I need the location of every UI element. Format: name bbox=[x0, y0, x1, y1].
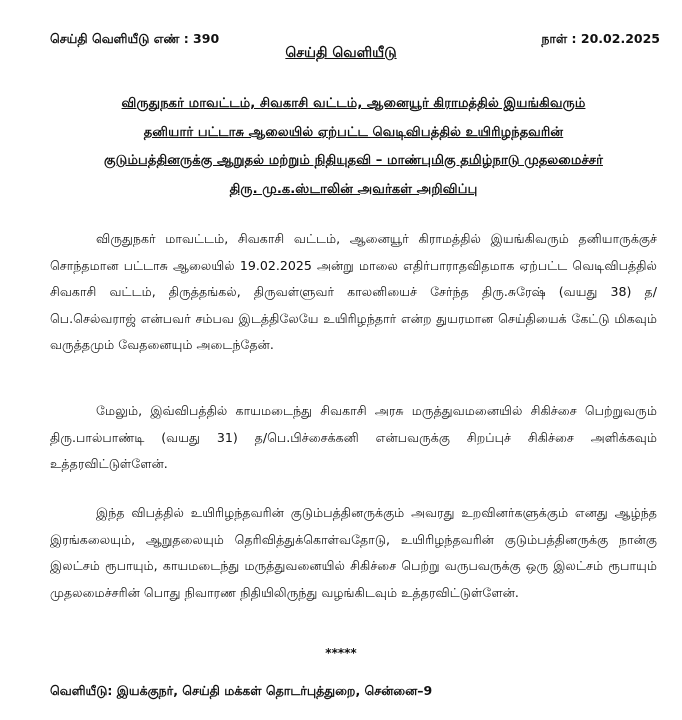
heading-line: தனியார் பட்டாசு ஆலையில் ஏற்பட்ட வெடிவிபத்தில் உயிரிழந்தவரின் bbox=[143, 124, 564, 140]
document-title: செய்தி வெளியீடு bbox=[285, 45, 397, 61]
publisher-footer: வெளியீடு: இயக்குநர், செய்தி மக்கள் தொடர்புத்துறை, சென்னை–9 bbox=[50, 683, 433, 698]
body-paragraph-1: விருதுநகர் மாவட்டம், சிவகாசி வட்டம், ஆனையூர் கிராமத்தில் இயங்கிவரும் தனியாருக்குச் சொந்தமான பட்டாசு ஆலையில் 19.02.2025 அன்று மாலை எதிர்பாராதவிதமாக ஏற்பட்ட வெடிவிபத்தில் சிவகாசி வட்டம், திருத்தங்கல், திருவள்ளுவர் காலனியைச் சேர்ந்த திரு.சுரேஷ் (வயது 38) த/பெ.செல்வராஜ் என்பவர் சம்பவ இடத்திலேயே உயிரிழந்தார் என்ற துயரமான செய்தியைக் கேட்டு மிகவும் வருத்தமும் வேதனையும் அடைந்தேன். bbox=[50, 231, 657, 352]
release-date: நாள் : 20.02.2025 bbox=[541, 31, 660, 46]
body-paragraph-3: இந்த விபத்தில் உயிரிழந்தவரின் குடும்பத்தினருக்கும் அவரது உறவினர்களுக்கும் எனது ஆழ்ந்த இரங்கலையும், ஆறுதலையும் தெரிவித்துக்கொள்வதோடு, உயிரிழந்தவரின் குடும்பத்தினருக்கு நான்கு இலட்சம் ரூபாயும், காயமடைந்து மருத்துவனையில் சிகிச்சை பெற்று வருபவருக்கு ஒரு இலட்சம் ரூபாயும் முதலமைச்சரின் பொது நிவாரண நிதியிலிருந்து வழங்கிடவும் உத்தரவிட்டுள்ளேன். bbox=[50, 505, 657, 600]
heading-line: திரு. மு.க.ஸ்டாலின் அவர்கள் அறிவிப்பு bbox=[229, 181, 478, 197]
heading-line: குடும்பத்தினருக்கு ஆறுதல் மற்றும் நிதியுதவி – மாண்புமிகு தமிழ்நாடு முதலமைச்சர் bbox=[104, 153, 603, 168]
body-paragraph-2: மேலும், இவ்விபத்தில் காயமடைந்து சிவகாசி அரசு மருத்துவமனையில் சிகிச்சை பெற்றுவரும் திரு.பால்பாண்டி (வயது 31) த/பெ.பிச்சைக்கனி என்பவருக்கு சிறப்புச் சிகிச்சை அளிக்கவும் உத்தரவிட்டுள்ளேன். bbox=[50, 403, 657, 471]
end-separator: ***** bbox=[325, 646, 357, 660]
heading-line: விருதுநகர் மாவட்டம், சிவகாசி வட்டம், ஆனையூர் கிராமத்தில் இயங்கிவரும் bbox=[121, 96, 586, 111]
release-number: செய்தி வெளியீடு எண் : 390 bbox=[50, 31, 220, 46]
announcement-heading bbox=[45, 90, 662, 204]
